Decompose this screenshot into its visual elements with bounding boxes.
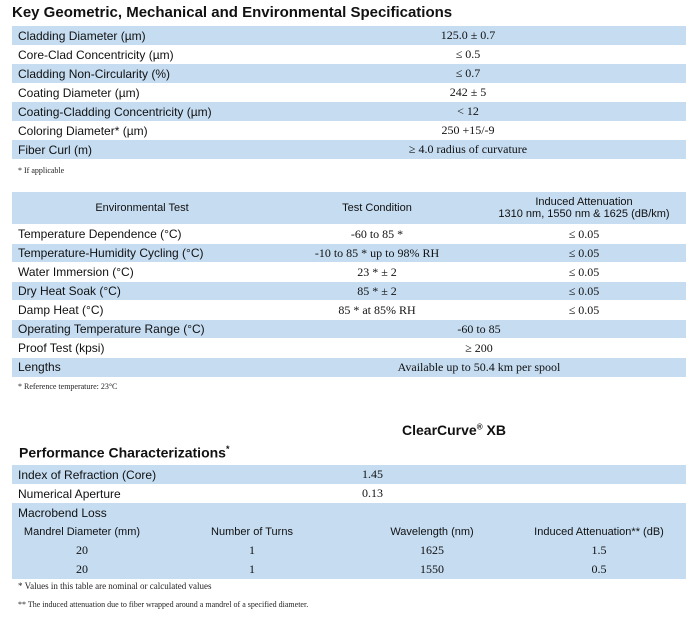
spec-label: Proof Test (kpsi) <box>12 339 272 358</box>
product-name: ClearCurve <box>402 422 477 438</box>
performance-footnote-2: ** The induced attenuation due to fiber wrapped around a mandrel of a specified diameter. <box>18 600 309 609</box>
env-test-label: Temperature Dependence (°C) <box>12 225 272 244</box>
env-test-condition: -60 to 85 * <box>272 225 482 244</box>
table-row <box>12 282 686 301</box>
test-condition-header: Test Condition <box>272 192 482 225</box>
key-specs-title: Key Geometric, Mechanical and Environmental Specifications <box>12 4 453 21</box>
env-test-label: Temperature-Humidity Cycling (°C) <box>12 244 272 263</box>
spec-value: 125.0 ± 0.7 <box>250 26 686 45</box>
table-row <box>12 244 686 263</box>
spec-label: Numerical Aperture <box>12 484 352 503</box>
wavelength-header: Wavelength (nm) <box>352 522 512 541</box>
table-row <box>12 102 686 121</box>
number-of-turns-cell: 1 <box>152 541 352 560</box>
table-row <box>12 484 686 503</box>
spec-value: -60 to 85 <box>272 320 686 339</box>
spec-label: Cladding Non-Circularity (%) <box>12 64 250 83</box>
env-test-condition: 85 * at 85% RH <box>272 301 482 320</box>
table-row <box>12 503 686 522</box>
spec-label: Cladding Diameter (µm) <box>12 26 250 45</box>
induced-attenuation-cell: 1.5 <box>512 541 686 560</box>
macrobend-header-row <box>12 522 686 541</box>
table-row <box>12 560 686 579</box>
table-row <box>12 83 686 102</box>
spec-value: ≤ 0.5 <box>250 45 686 64</box>
environmental-table <box>12 192 686 377</box>
table-row <box>12 358 686 377</box>
table-row <box>12 121 686 140</box>
performance-title-mark: * <box>225 444 230 454</box>
env-test-attenuation: ≤ 0.05 <box>482 225 686 244</box>
table-row <box>12 301 686 320</box>
table-row <box>12 320 686 339</box>
product-title <box>402 422 506 438</box>
table-row <box>12 64 686 83</box>
table-row <box>12 225 686 244</box>
table-row <box>12 140 686 159</box>
performance-footnote-1: * Values in this table are nominal or calculated values <box>18 581 212 591</box>
mandrel-diameter-header: Mandrel Diameter (mm) <box>12 522 152 541</box>
env-test-label: Damp Heat (°C) <box>12 301 272 320</box>
spec-value: 242 ± 5 <box>250 83 686 102</box>
spec-label: Index of Refraction (Core) <box>12 465 352 484</box>
spec-label: Fiber Curl (m) <box>12 140 250 159</box>
spec-label: Coating Diameter (µm) <box>12 83 250 102</box>
env-test-label: Dry Heat Soak (°C) <box>12 282 272 301</box>
table-row <box>12 541 686 560</box>
env-test-condition: -10 to 85 * up to 98% RH <box>272 244 482 263</box>
registered-mark: ® <box>476 422 483 432</box>
spec-value: ≥ 200 <box>272 339 686 358</box>
performance-title <box>19 444 229 461</box>
table-row <box>12 45 686 64</box>
mandrel-diameter-cell: 20 <box>12 541 152 560</box>
spec-value: 1.45 <box>352 465 686 484</box>
key-specs-table <box>12 26 686 159</box>
spec-value: ≤ 0.7 <box>250 64 686 83</box>
induced-attenuation-header-line2: 1310 nm, 1550 nm & 1625 (dB/km) <box>498 208 670 220</box>
spec-value: Available up to 50.4 km per spool <box>272 358 686 377</box>
wavelength-cell: 1625 <box>352 541 512 560</box>
wavelength-cell: 1550 <box>352 560 512 579</box>
product-suffix: XB <box>482 422 506 438</box>
env-test-attenuation: ≤ 0.05 <box>482 301 686 320</box>
table-row <box>12 465 686 484</box>
key-specs-footnote: * If applicable <box>18 166 65 175</box>
environmental-test-header: Environmental Test <box>12 192 272 225</box>
induced-attenuation-header <box>482 192 686 225</box>
number-of-turns-cell: 1 <box>152 560 352 579</box>
induced-attenuation-cell: 0.5 <box>512 560 686 579</box>
table-row <box>12 26 686 45</box>
env-test-attenuation: ≤ 0.05 <box>482 282 686 301</box>
number-of-turns-header: Number of Turns <box>152 522 352 541</box>
env-test-label: Water Immersion (°C) <box>12 263 272 282</box>
env-test-attenuation: ≤ 0.05 <box>482 263 686 282</box>
spec-value: 0.13 <box>352 484 686 503</box>
spec-value: 250 +15/-9 <box>250 121 686 140</box>
table-row <box>12 339 686 358</box>
performance-title-text: Performance Characterizations <box>19 444 226 461</box>
env-test-attenuation: ≤ 0.05 <box>482 244 686 263</box>
environmental-footnote: * Reference temperature: 23°C <box>18 382 118 391</box>
performance-table <box>12 465 686 579</box>
environmental-header-row <box>12 192 686 225</box>
induced-attenuation-header-line1: Induced Attenuation <box>535 196 633 208</box>
spec-value: ≥ 4.0 radius of curvature <box>250 140 686 159</box>
spec-label: Core-Clad Concentricity (µm) <box>12 45 250 64</box>
table-row <box>12 263 686 282</box>
env-test-condition: 23 * ± 2 <box>272 263 482 282</box>
env-test-condition: 85 * ± 2 <box>272 282 482 301</box>
spec-label: Coating-Cladding Concentricity (µm) <box>12 102 250 121</box>
spec-value: < 12 <box>250 102 686 121</box>
spec-label: Lengths <box>12 358 272 377</box>
induced-attenuation-header: Induced Attenuation** (dB) <box>512 522 686 541</box>
spec-label: Operating Temperature Range (°C) <box>12 320 272 339</box>
spec-label: Coloring Diameter* (µm) <box>12 121 250 140</box>
mandrel-diameter-cell: 20 <box>12 560 152 579</box>
macrobend-label: Macrobend Loss <box>12 503 686 522</box>
